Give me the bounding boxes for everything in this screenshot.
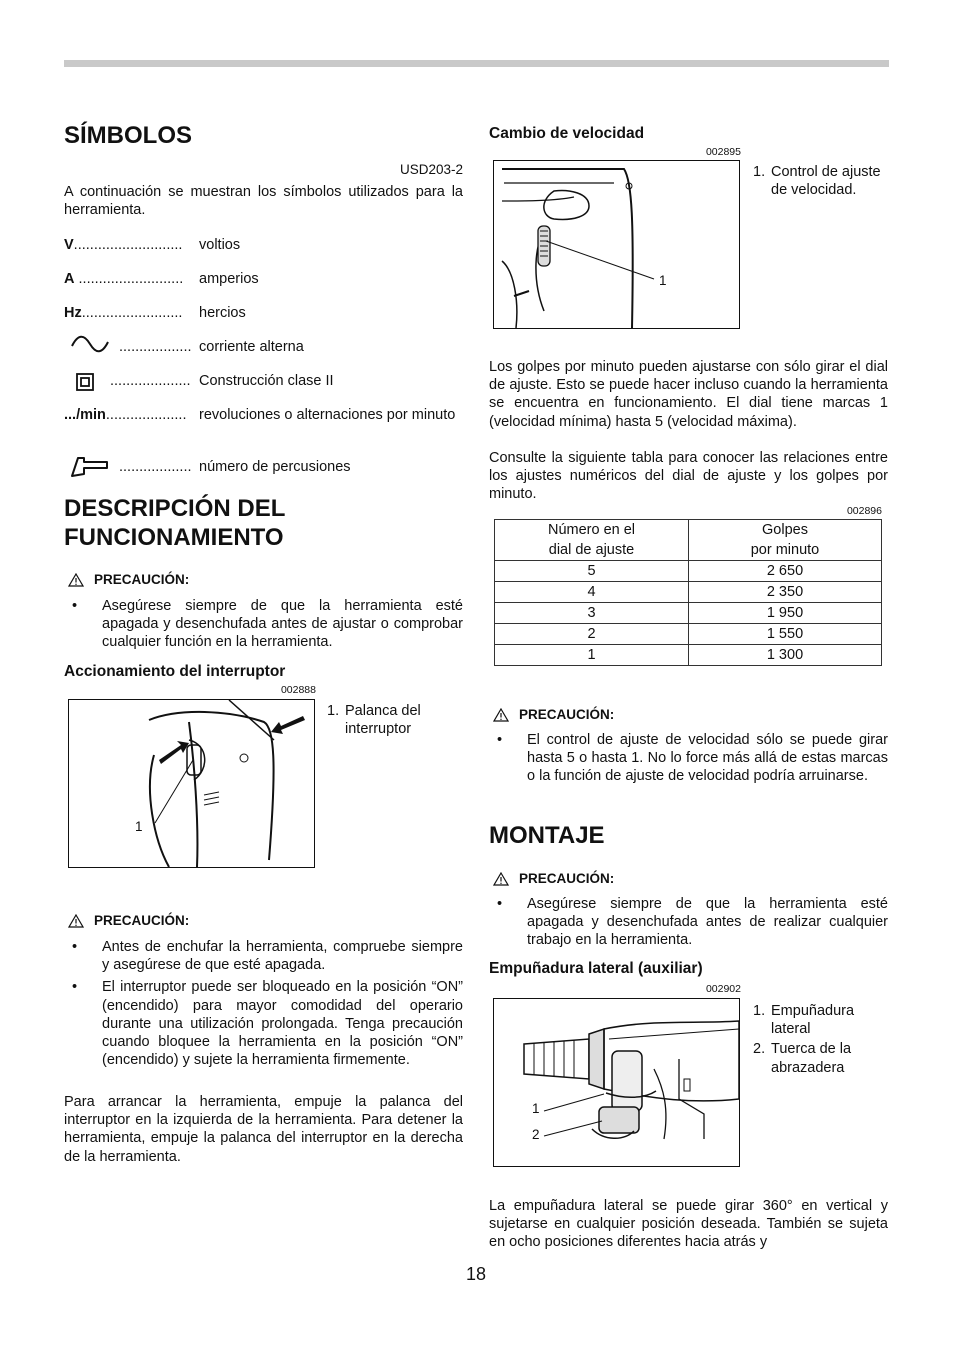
speed-table xyxy=(494,519,882,666)
simbolos-code: USD203-2 xyxy=(399,162,463,177)
figure-callout-1: 1 xyxy=(532,1101,540,1116)
table-row: 5 2 650 xyxy=(495,561,882,582)
side-handle-drawing xyxy=(494,999,739,1166)
accionamiento-code: 002888 xyxy=(280,684,316,696)
caution-list xyxy=(489,731,888,790)
empunadura-code: 002902 xyxy=(705,983,741,995)
warning-icon xyxy=(493,872,509,886)
cambio-code: 002895 xyxy=(705,146,741,158)
header-rule xyxy=(64,60,889,67)
page-number: 18 xyxy=(466,1264,487,1284)
cambio-title: Cambio de velocidad xyxy=(489,125,645,142)
switch-lever-drawing xyxy=(69,700,314,867)
table-header-row xyxy=(495,520,882,561)
class-ii-icon xyxy=(76,373,94,391)
caution-item: • Asegúrese siempre de que la herramienta esté apagada y desenchufada antes de ajustar o comprobar cualquier función en la herramienta. xyxy=(64,597,463,652)
caution-header: PRECAUCIÓN: xyxy=(493,871,614,886)
speed-control-figure xyxy=(493,160,740,329)
simbolos-title: SÍMBOLOS xyxy=(64,122,193,149)
table-row: 1 1 300 xyxy=(495,645,882,666)
accionamiento-paragraph: Para arrancar la herramienta, empuje la palanca del interruptor en la izquierda de la herramienta. Para detener la herramienta, empuje la palanca del interruptor en la derecha de la herramienta. xyxy=(64,1094,463,1165)
caution-item: • Asegúrese siempre de que la herramienta esté apagada y desenchufada antes de realizar cualquier trabajo en la herramienta. xyxy=(489,895,888,950)
figure-callout-1: 1 xyxy=(135,819,143,834)
side-handle-figure xyxy=(493,998,740,1167)
cambio-legend: 1. Control de ajuste de velocidad. xyxy=(753,164,881,199)
empunadura-paragraph: La empuñadura lateral se puede girar 360° en vertical y sujetarse en cualquier posición deseada. También se sujeta en ocho posiciones diferentes hacia atrás y xyxy=(489,1198,888,1251)
cambio-paragraph-1: Los golpes por minuto pueden ajustarse con sólo girar el dial de ajuste. Esto se puede hacer incluso cuando la herramienta se encuentra en funcionamiento. El dial tiene marcas 1 (velocidad mínima) hasta 5 (velocidad máxima). xyxy=(489,359,888,430)
caution-list xyxy=(64,597,463,656)
caution-header: PRECAUCIÓN: xyxy=(68,572,189,587)
caution-item: • El interruptor puede ser bloqueado en la posición “ON” (encendido) para mayor comodidad del operario durante una utilización prolongada. Tenga precaución cuando bloquee la herramienta en la posición “ON” (encendido) y sujete la herramienta firmemente. xyxy=(64,978,463,1069)
table-header-dial: Número en el dial de ajuste xyxy=(495,520,689,561)
caution-item: • Antes de enchufar la herramienta, compruebe siempre y asegúrese de que esté apagada. xyxy=(64,938,463,974)
table-row: 2 1 550 xyxy=(495,624,882,645)
caution-header: PRECAUCIÓN: xyxy=(68,913,189,928)
accionamiento-legend: 1. Palanca del interruptor xyxy=(327,703,421,738)
simbolos-intro: A continuación se muestran los símbolos utilizados para la herramienta. xyxy=(64,184,463,219)
caution-list xyxy=(489,895,888,954)
speed-control-drawing xyxy=(494,161,739,328)
cambio-paragraph-2: Consulte la siguiente tabla para conocer las relaciones entre los ajustes numéricos del dial de ajuste y los golpes por minuto. xyxy=(489,450,888,503)
figure-callout-2: 2 xyxy=(532,1127,540,1142)
caution-list xyxy=(64,938,463,1073)
table-header-blows: Golpes por minuto xyxy=(689,520,882,561)
accionamiento-title: Accionamiento del interruptor xyxy=(64,663,286,680)
table-row: 3 1 950 xyxy=(495,603,882,624)
table-code: 002896 xyxy=(846,505,882,517)
warning-icon xyxy=(68,573,84,587)
empunadura-legend: 1. Empuñadura lateral 2. Tuerca de la abrazadera xyxy=(753,1003,855,1076)
montaje-title: MONTAJE xyxy=(489,822,605,849)
alternating-current-icon xyxy=(70,334,110,354)
switch-lever-figure xyxy=(68,699,315,868)
descripcion-title: DESCRIPCIÓN DEL FUNCIONAMIENTO xyxy=(64,495,286,551)
figure-callout-1: 1 xyxy=(659,273,667,288)
table-row: 4 2 350 xyxy=(495,582,882,603)
empunadura-title: Empuñadura lateral (auxiliar) xyxy=(489,960,703,977)
caution-header: PRECAUCIÓN: xyxy=(493,707,614,722)
warning-icon xyxy=(68,914,84,928)
warning-icon xyxy=(493,708,509,722)
percussion-icon xyxy=(70,454,110,478)
caution-item: • El control de ajuste de velocidad sólo se puede girar hasta 5 o hasta 1. No lo force más allá de estas marcas o la función de ajuste de velocidad podría arruinarse. xyxy=(489,731,888,786)
